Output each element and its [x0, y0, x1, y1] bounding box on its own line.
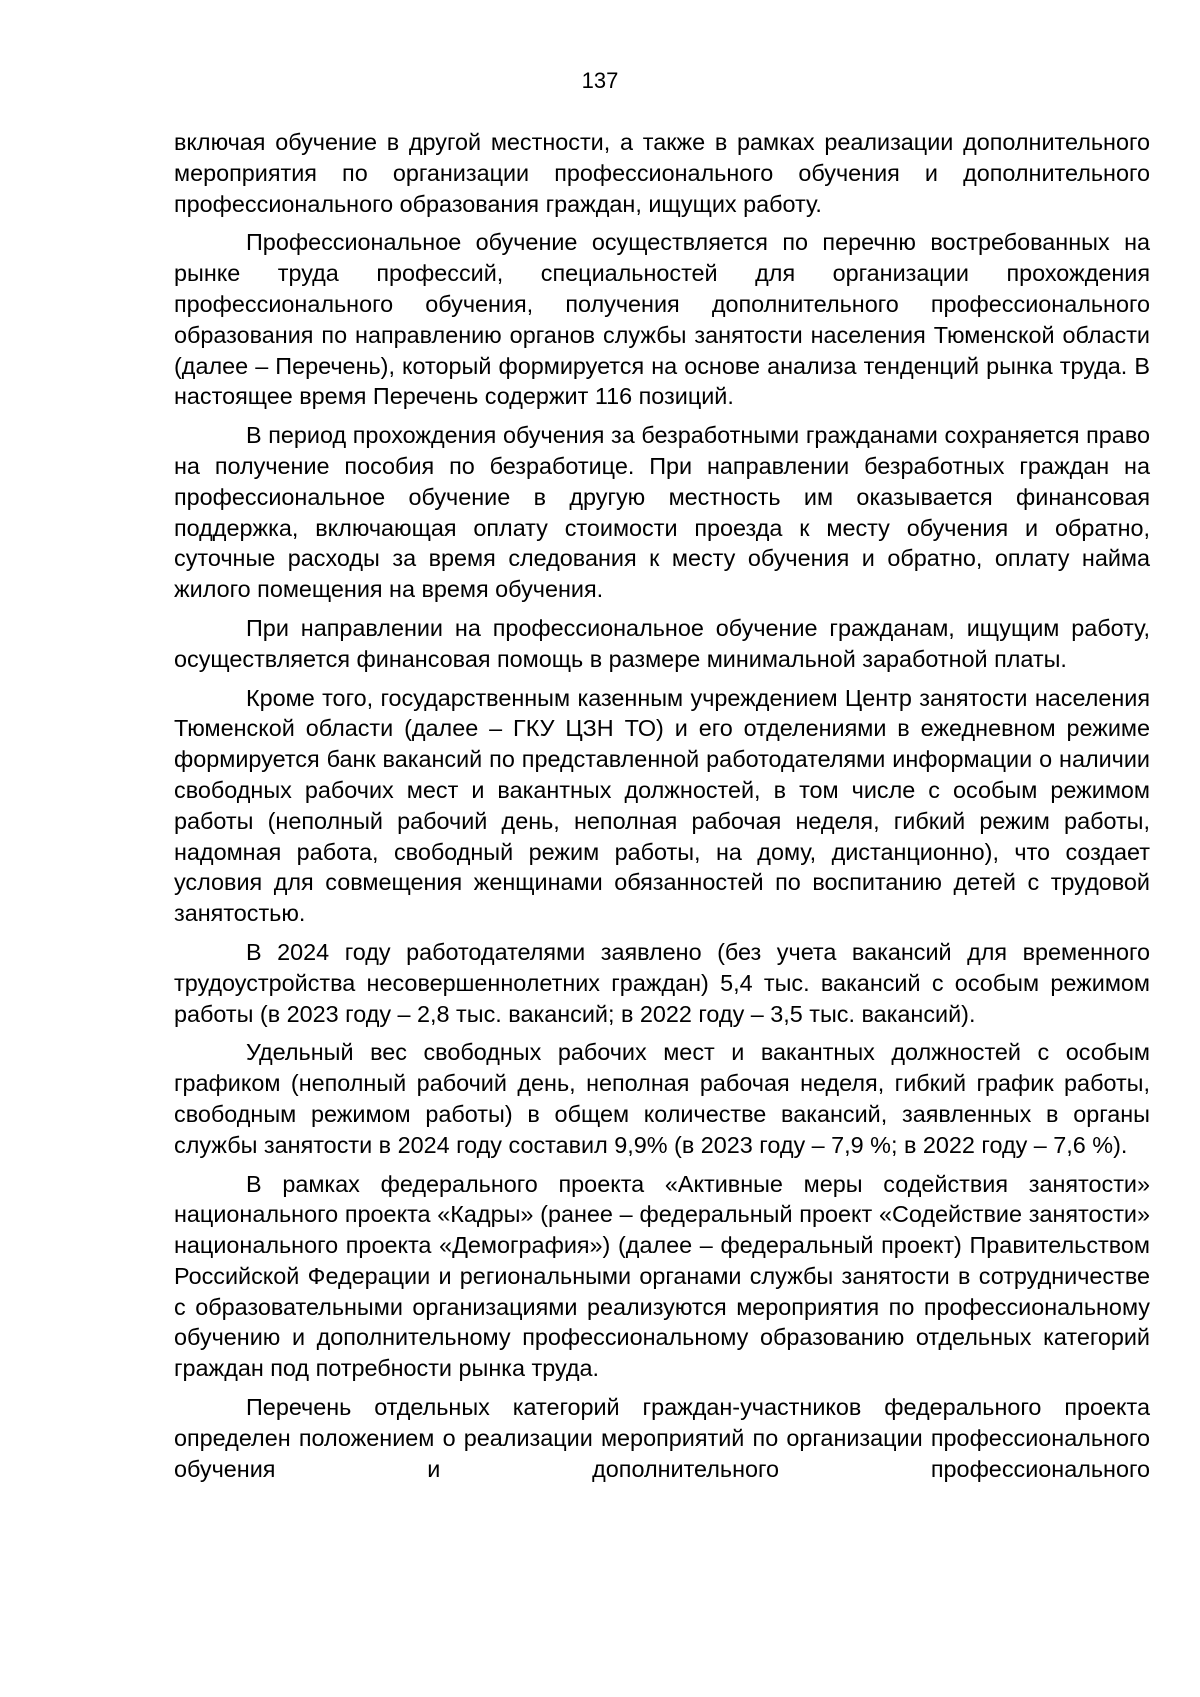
- paragraph-participant-categories: Перечень отдельных категорий граждан-участников федерального проекта определен положением о реализации мероприятий по организации профессионального обучения и дополнительного профессионального: [174, 1394, 1150, 1482]
- paragraph-unemployment-benefit: В период прохождения обучения за безработными гражданами сохраняется право на получение пособия по безработице. При направлении безработных граждан на профессиональное обучение в другую местность им оказывается финансовая поддержка, включающая оплату стоимости проезда к месту обучения и обратно, суточные расходы за время следования к месту обучения и обратно, оплату найма жилого помещения на время обучения.: [174, 422, 1150, 603]
- paragraph-vacancy-share: Удельный вес свободных рабочих мест и вакантных должностей с особым графиком (неполный рабочий день, неполная рабочая неделя, гибкий график работы, свободным режимом работы) в общем количестве вакансий, заявленных в органы службы занятости в 2024 году составил 9,9% (в 2023 году – 7,9 %; в 2022 году – 7,6 %).: [174, 1039, 1150, 1158]
- paragraph-training-list: Профессиональное обучение осуществляется по перечню востребованных на рынке труда профессий, специальностей для организации прохождения профессионального обучения, получения дополнительного профессионального образования по направлению органов службы занятости населения Тюменской области (далее – Перечень), который формируется на основе анализа тенденций рынка труда. В настоящее время Перечень содержит 116 позиций.: [174, 229, 1150, 410]
- paragraph-financial-assistance: При направлении на профессиональное обучение гражданам, ищущим работу, осуществляется финансовая помощь в размере минимальной заработной платы.: [174, 614, 1150, 672]
- paragraph-continued: включая обучение в другой местности, а также в рамках реализации дополнительного мероприятия по организации профессионального обучения и дополнительного профессионального образования граждан, ищущих работу.: [174, 129, 1150, 217]
- paragraph-vacancies-2024: В 2024 году работодателями заявлено (без учета вакансий для временного трудоустройства несовершеннолетних граждан) 5,4 тыс. вакансий с особым режимом работы (в 2023 году – 2,8 тыс. вакансий; в 2022 году – 3,5 тыс. вакансий).: [174, 938, 1150, 1027]
- paragraph-vacancy-bank: Кроме того, государственным казенным учреждением Центр занятости населения Тюменской области (далее – ГКУ ЦЗН ТО) и его отделениями в ежедневном режиме формируется банк вакансий по представленной работодателями информации о наличии свободных рабочих мест и вакантных должностей, в том числе с особым режимом работы (неполный рабочий день, неполная рабочая неделя, гибкий режим работы, надомная работа, свободный режим работы, на дому, дистанционно), что создает условия для совмещения женщинами обязанностей по воспитанию детей с трудовой занятостью.: [174, 684, 1150, 927]
- page-number: 137: [581, 68, 619, 93]
- document-body: [174, 127, 1150, 1484]
- paragraph-federal-project: В рамках федерального проекта «Активные меры содействия занятости» национального проекта «Кадры» (ранее – федеральный проект «Содействие занятости» национального проекта «Демография») (далее – федеральный проект) Правительством Российской Федерации и региональными органами службы занятости в сотрудничестве с образовательными организациями реализуются мероприятия по профессиональному обучению и дополнительному профессиональному образованию отдельных категорий граждан под потребности рынка труда.: [174, 1170, 1150, 1382]
